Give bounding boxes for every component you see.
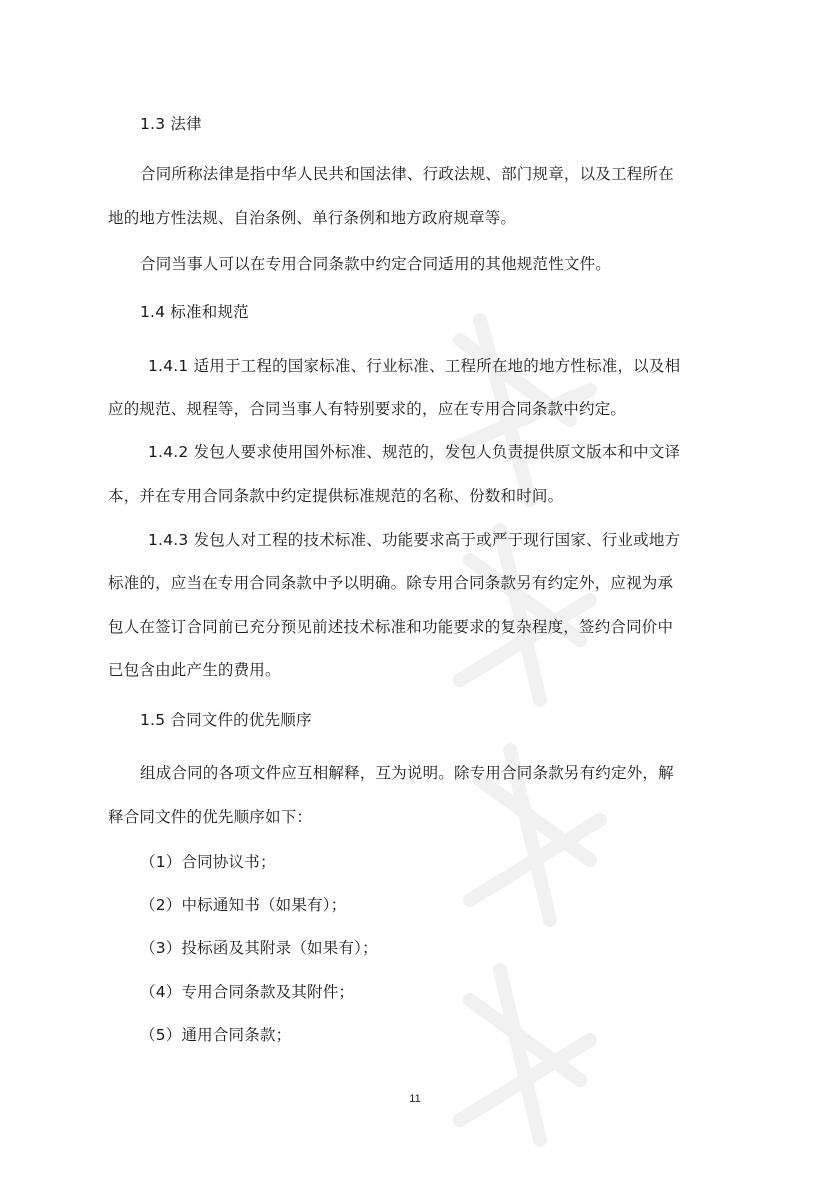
page-number: 11 (409, 1093, 421, 1105)
clause-1-4-1-line: 应的规范、规程等，合同当事人有特别要求的，应在专用合同条款中约定。 (108, 400, 627, 418)
paragraph-line: 合同当事人可以在专用合同条款中约定合同适用的其他规范性文件。 (140, 255, 612, 273)
list-item: （1）合同协议书； (140, 853, 276, 871)
list-item: （3）投标函及其附录（如果有）； (140, 939, 378, 957)
section-heading-1-4: 1.4 标准和规范 (140, 303, 249, 321)
clause-1-4-2-line: 本，并在专用合同条款中约定提供标准规范的名称、份数和时间。 (108, 487, 564, 505)
section-heading-1-5: 1.5 合同文件的优先顺序 (140, 711, 312, 729)
list-item: （4）专用合同条款及其附件； (140, 983, 355, 1001)
paragraph-line: 释合同文件的优先顺序如下： (108, 808, 313, 826)
watermark (420, 300, 620, 1180)
clause-1-4-3-line: 包人在签订合同前已充分预见前述技术标准和功能要求的复杂程度，签约合同价中 (108, 618, 674, 636)
clause-1-4-2-line: 1.4.2 发包人要求使用国外标准、规范的，发包人负责提供原文版本和中文译 (148, 443, 681, 461)
clause-1-4-3-line: 标准的，应当在专用合同条款中予以明确。除专用合同条款另有约定外，应视为承 (108, 574, 674, 592)
watermark-graphic (420, 300, 620, 1180)
section-heading-1-3: 1.3 法律 (140, 115, 202, 133)
list-item: （2）中标通知书（如果有）； (140, 896, 347, 914)
clause-1-4-3-line: 已包含由此产生的费用。 (108, 661, 281, 679)
paragraph-line: 地的地方性法规、自治条例、单行条例和地方政府规章等。 (108, 209, 517, 227)
clause-1-4-3-line: 1.4.3 发包人对工程的技术标准、功能要求高于或严于现行国家、行业或地方 (148, 531, 681, 549)
clause-1-4-1-line: 1.4.1 适用于工程的国家标准、行业标准、工程所在地的地方性标准，以及相 (148, 357, 681, 375)
paragraph-line: 组成合同的各项文件应互相解释，互为说明。除专用合同条款另有约定外，解 (140, 764, 674, 782)
list-item: （5）通用合同条款； (140, 1026, 292, 1044)
paragraph-line: 合同所称法律是指中华人民共和国法律、行政法规、部门规章，以及工程所在 (140, 165, 674, 183)
